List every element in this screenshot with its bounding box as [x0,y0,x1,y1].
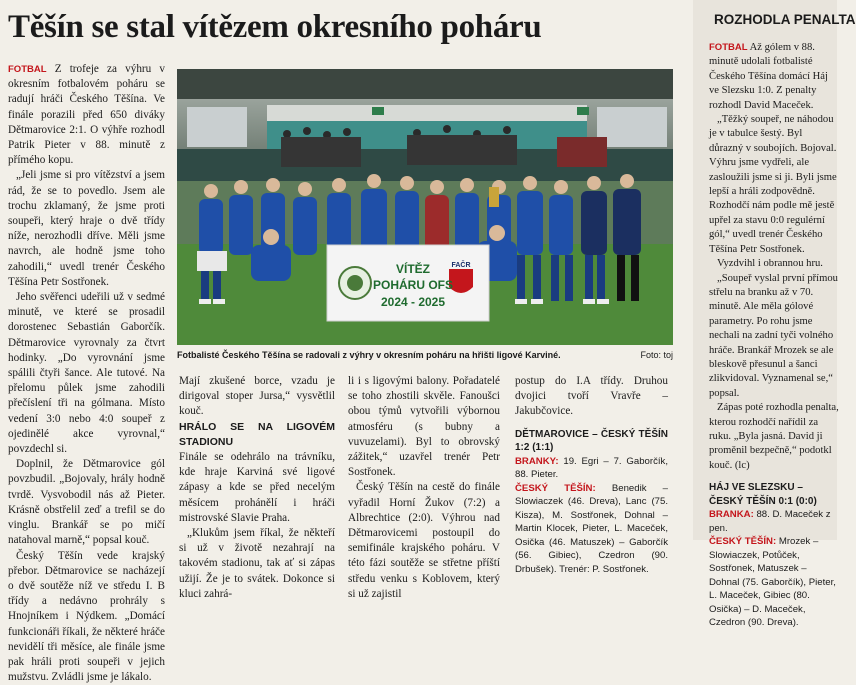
article-column-3 [348,374,500,602]
lineup: Mrozek – Slowiaczek, Potůček, Sostřonek, Matuszek – Dohnal (75. Gaborčík), Pieter, L. Maceček, Gibiec (80. Osička) – D. Maceček, Czedron (90. Dreva). [709,536,836,628]
photo-credit: Foto: toj [640,349,673,361]
paragraph: li i s ligovými balony. Pořadatelé se toho zhostili skvěle. Fanoušci obou týmů vytvořili výbornou atmosféru (s bubny a vuvuzelami). Byl to obrovský zážitek,“ uzavřel trenér Petr Sostřonek. [348,374,500,480]
sidebar-box [693,0,837,540]
paragraph: Vyzdvihl i obrannou hru. [709,257,839,271]
goals-label: BRANKY: [515,456,559,467]
paragraph-text: Zápas poté rozhodla penalta, kterou rozhodčí nařídil za ruku. „Byla jasná. David ji proměnil bezpečně,“ podotkl kouč. [709,402,839,471]
paragraph [709,41,839,113]
match-result: DĚTMAROVICE – ČESKÝ TĚŠÍN 1:2 (1:1) [515,429,668,454]
banner-line-2: POHÁRU OFS [373,277,453,292]
caption-text: Fotbalisté Českého Těšína se radovali z výhry v okresním poháru na hřišti ligové Karviné. [177,350,561,360]
paragraph: Doplnil, že Dětmarovice gól povzbudil. „Bojovaly, hrály hodně tvrdě. Vysvobodil nás až Pieter. Krásně obstřelil zeď a trefil se do vinglu. Brankář se po mičí natahoval marně,“ popsal kouč. [8,457,165,548]
paragraph: „Těžký soupeř, ne náhodou je v tabulce šestý. Byl důrazný v soubojích. Bojoval. Výhru jsme vydřeli, ale zasloužili jsme si ji. Byli jsme lepší a hráli zodpovědně. Rozhodčí nám podle mě jestě upřel za stavu 0:0 regulérní gól,“ uvedl trenér Českého Těšína Petr Sostřonek. [709,113,839,257]
subheading: HRÁLO SE NA LIGOVÉM STADIONU [179,420,335,450]
paragraph-text: Z trofeje za výhru v okresním fotbalovém poháru se radují hráči Českého Těšína. Ve finále porazili před 650 diváky Dětmarovice 2:1. O výhře rozhodl Patrik Pieter v 88. minutě z přímého kopu. [8,63,165,166]
banner-logo: FAČR [451,260,470,269]
signature: (lc) [735,460,750,471]
paragraph: „Jeli jsme si pro vítězství a jsem rád, že se to povedlo. Jsem ale trochu zklamaný, že jsme proti soupeři, který hraje o dvě třídy níže, nerozhodli dříve. Měli jsme navrch, ale hodně jsme toho zahodili,“ uvedl trenér Českého Těšína Petr Sostřonek. [8,168,165,290]
paragraph [709,401,839,473]
lineup-label: ČESKÝ TĚŠÍN: [709,536,776,547]
goals: 19. Egri – 7. Gaborčík, 88. Pieter. [515,456,668,481]
goals: 88. D. Maceček z pen. [709,509,831,534]
banner-line-1: VÍTĚZ [396,261,430,276]
article-column-1 [8,62,165,685]
match-report [515,428,668,577]
lineup-label: ČESKÝ TĚŠÍN: [515,483,596,494]
article-column-4 [515,374,668,576]
paragraph: Mají zkušené borce, vzadu je dirigoval stoper Jursa,“ vysvětlil kouč. [179,374,335,420]
photo-caption [177,349,673,361]
sidebar-match-report [709,481,839,630]
paragraph: postup do I.A třídy. Druhou dvojici tvoří Vravře – Jakubčovice. [515,374,668,420]
paragraph: Jeho svěřenci udeřili už v sedmé minutě, ve které se prosadil dorostenec Sebastián Gaborčík. Dětmarovice vyrovnaly za čtvrt hodinky. „Do vyrovnání jsme spálili čtyři šance. Ale tutové. Na přelomu půlek jsme zahodili přečíslení tři na gólmana. Místo vedení 3:0 nebo 4:0 soupeř z ojedinělé akce vyrovnal,“ povzdechl si. [8,290,165,457]
paragraph [8,62,165,168]
paragraph-text: Až gólem v 88. minutě udolali fotbalisté Českého Těšína domácí Háj ve Slezsku 1:0. Z penalty rozhodl David Maceček. [709,42,828,111]
sidebar-title: ROZHODLA PENALTA [693,0,837,33]
goals-label: BRANKA: [709,509,754,520]
section-tag: FOTBAL [8,64,47,75]
team-photo-illustration [177,69,673,345]
paragraph: Finále se odehrálo na trávníku, kde hraje Karviná své ligové zápasy a kde se před necelým měsícem prohánělí i hráči mistrovské Slavie Praha. [179,450,335,526]
sidebar-body [709,41,839,630]
lineup: Benedik – Slowiaczek (46. Dreva), Lanc (75. Kisza), M. Sostřonek, Dohnal – Martin Klocek, Pieter, L. Maceček, Osička (46. Matuszek) – Gaborčík (56. Gibiec), Czedron (90. Drbušek). Trenér: P. Sostřonek. [515,483,668,575]
paragraph: „Soupeř vyslal první přímou střelu na branku až v 70. minutě. Ale měla gólové parametry. Po rohu jsme nechali na zadní tyči volného hráče. Brankář Mrozek se ale bleskově přesunul a šanci zlikvidoval. Vyznamenal se,“ popsal. [709,272,839,402]
match-result: HÁJ VE SLEZSKU – ČESKÝ TĚŠÍN 0:1 (0:0) [709,482,817,507]
team-photo [177,69,673,345]
headline: Těšín se stal vítězem okresního poháru [8,8,698,46]
paragraph: „Klukům jsem říkal, že někteří si už v životě nezahrají na takovém stadionu, tak ať si zápas užijí. Že je to svátek. Dokonce si kluci zahrá- [179,526,335,602]
paragraph: Český Těšín na cestě do finále vyřadil Horní Žukov (7:2) a Albrechtice (2:0). Výhrou nad Dětmarovicemi postoupil do semifinále krajského poháru. V této fázi soutěže se střetne příští středu venku s Koblovem, který si už zajistil [348,480,500,602]
article-column-2 [179,374,335,602]
paragraph: Český Těšín vede krajský přebor. Dětmarovice se nacházejí o dvě soutěže níž ve středu I. B třídy a nedávno prohrály s Hnojníkem i Nýdkem. „Domácí funkcionáři říkali, že některé hráče nevidělí tři měsíce, ale finále jsme pak hráli proti soupeři v jejich mužstvu. Zvládli jsme je lákalo. [8,549,165,685]
banner-line-3: 2024 - 2025 [381,295,445,309]
section-tag: FOTBAL [709,42,748,53]
